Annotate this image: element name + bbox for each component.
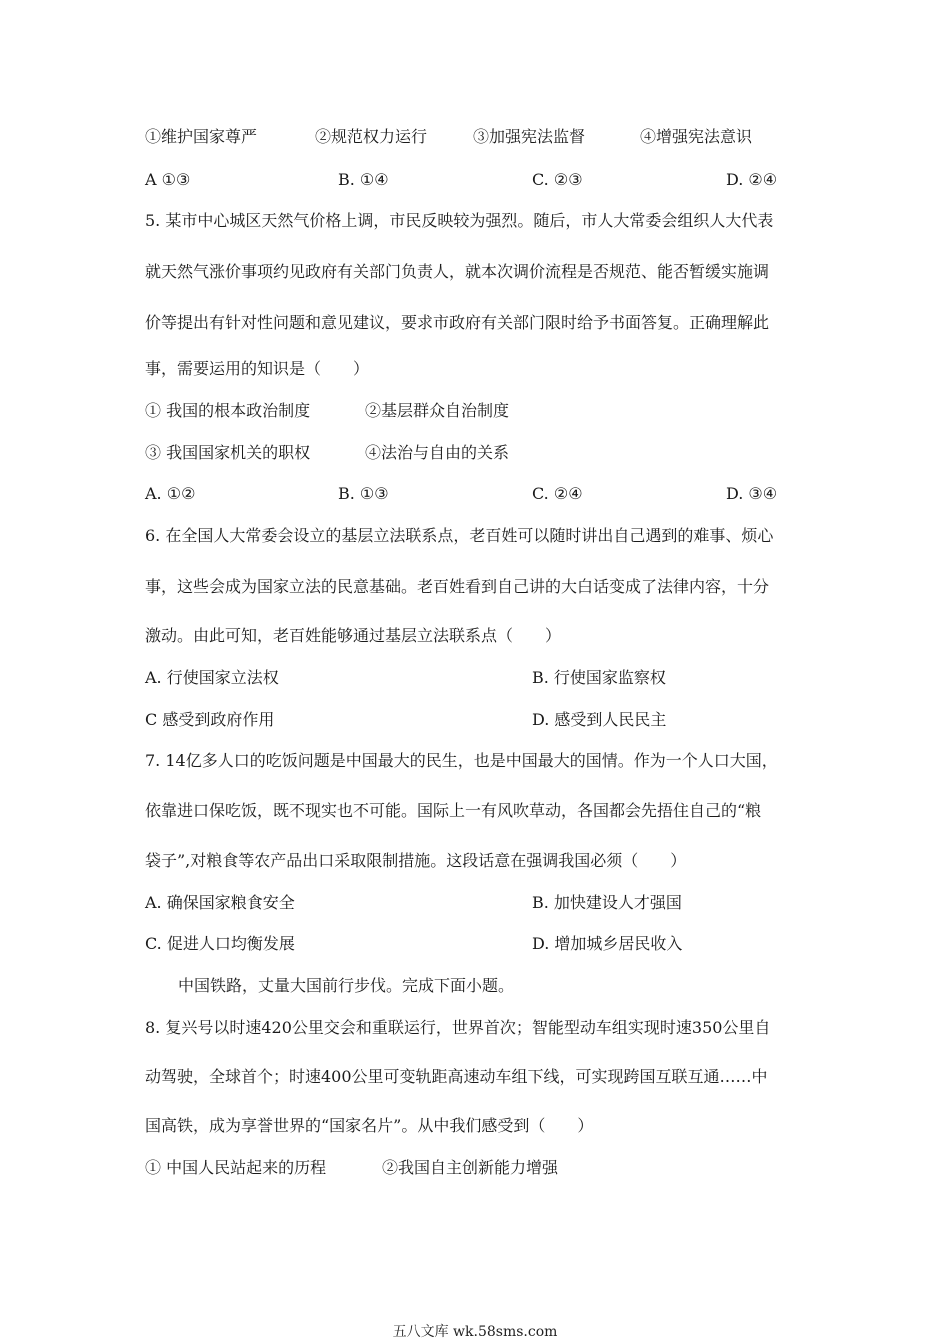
q4-choice-a: A ①③: [145, 170, 191, 189]
q5-stem-line-2: 就天然气涨价事项约见政府有关部门负责人，就本次调价流程是否规范、能否暂缓实施调: [145, 262, 770, 281]
q5-choice-d: D. ③④: [726, 484, 778, 503]
q4-option-2: ②规范权力运行: [315, 127, 428, 146]
q5-stem-line-3: 价等提出有针对性问题和意见建议，要求市政府有关部门限时给予书面答复。正确理解此: [145, 313, 770, 332]
q4-option-3: ③加强宪法监督: [473, 127, 586, 146]
q8-stem-line-3: 国高铁，成为享誉世界的“国家名片”。从中我们感受到（ ）: [145, 1116, 594, 1135]
q5-choice-a: A. ①②: [145, 484, 196, 503]
q5-option-2: ②基层群众自治制度: [365, 401, 510, 420]
q6-choice-d: D. 感受到人民民主: [532, 710, 667, 729]
q7-choice-d: D. 增加城乡居民收入: [532, 934, 683, 953]
q6-stem-line-3: 激动。由此可知，老百姓能够通过基层立法联系点（ ）: [145, 626, 562, 645]
q4-choice-b: B. ①④: [338, 170, 389, 189]
footer-watermark: 五八文库 wk.58sms.com: [392, 1324, 558, 1340]
q4-choice-c: C. ②③: [532, 170, 583, 189]
q4-option-4: ④增强宪法意识: [640, 127, 753, 146]
q5-stem-line-1: 5. 某市中心城区天然气价格上调，市民反映较为强烈。随后，市人大常委会组织人大代表: [145, 211, 774, 230]
q5-choice-b: B. ①③: [338, 484, 389, 503]
q8-stem-line-1: 8. 复兴号以时速420公里交会和重联运行，世界首次；智能型动车组实现时速350公里自: [145, 1018, 771, 1037]
q7-stem-line-1: 7. 14亿多人口的吃饭问题是中国最大的民生，也是中国最大的国情。作为一个人口大国，: [145, 751, 778, 770]
q5-option-3: ③ 我国国家机关的职权: [145, 443, 311, 462]
q8-option-1: ① 中国人民站起来的历程: [145, 1158, 327, 1177]
q5-stem-line-4: 事，需要运用的知识是（ ）: [145, 359, 370, 378]
q4-choice-d: D. ②④: [726, 170, 778, 189]
section-intro: 中国铁路，丈量大国前行步伐。完成下面小题。: [178, 976, 515, 995]
q5-option-1: ① 我国的根本政治制度: [145, 401, 311, 420]
q6-choice-b: B. 行使国家监察权: [532, 668, 666, 687]
q7-choice-b: B. 加快建设人才强国: [532, 893, 682, 912]
q6-choice-a: A. 行使国家立法权: [145, 668, 279, 687]
q4-option-1: ①维护国家尊严: [145, 127, 258, 146]
q8-option-2: ②我国自主创新能力增强: [382, 1158, 559, 1177]
q6-choice-c: C 感受到政府作用: [145, 710, 275, 729]
q6-stem-line-1: 6. 在全国人大常委会设立的基层立法联系点，老百姓可以随时讲出自己遇到的难事、烦心: [145, 526, 774, 545]
q7-stem-line-3: 袋子”,对粮食等农产品出口采取限制措施。这段话意在强调我国必须（ ）: [145, 851, 687, 870]
q7-choice-c: C. 促进人口均衡发展: [145, 934, 295, 953]
q7-choice-a: A. 确保国家粮食安全: [145, 893, 295, 912]
q6-stem-line-2: 事，这些会成为国家立法的民意基础。老百姓看到自己讲的大白话变成了法律内容，十分: [145, 577, 770, 596]
q5-choice-c: C. ②④: [532, 484, 583, 503]
q8-stem-line-2: 动驾驶，全球首个；时速400公里可变轨距高速动车组下线，可实现跨国互联互通……中: [145, 1067, 768, 1086]
q7-stem-line-2: 依靠进口保吃饭，既不现实也不可能。国际上一有风吹草动，各国都会先捂住自己的“粮: [145, 801, 762, 820]
q5-option-4: ④法治与自由的关系: [365, 443, 510, 462]
